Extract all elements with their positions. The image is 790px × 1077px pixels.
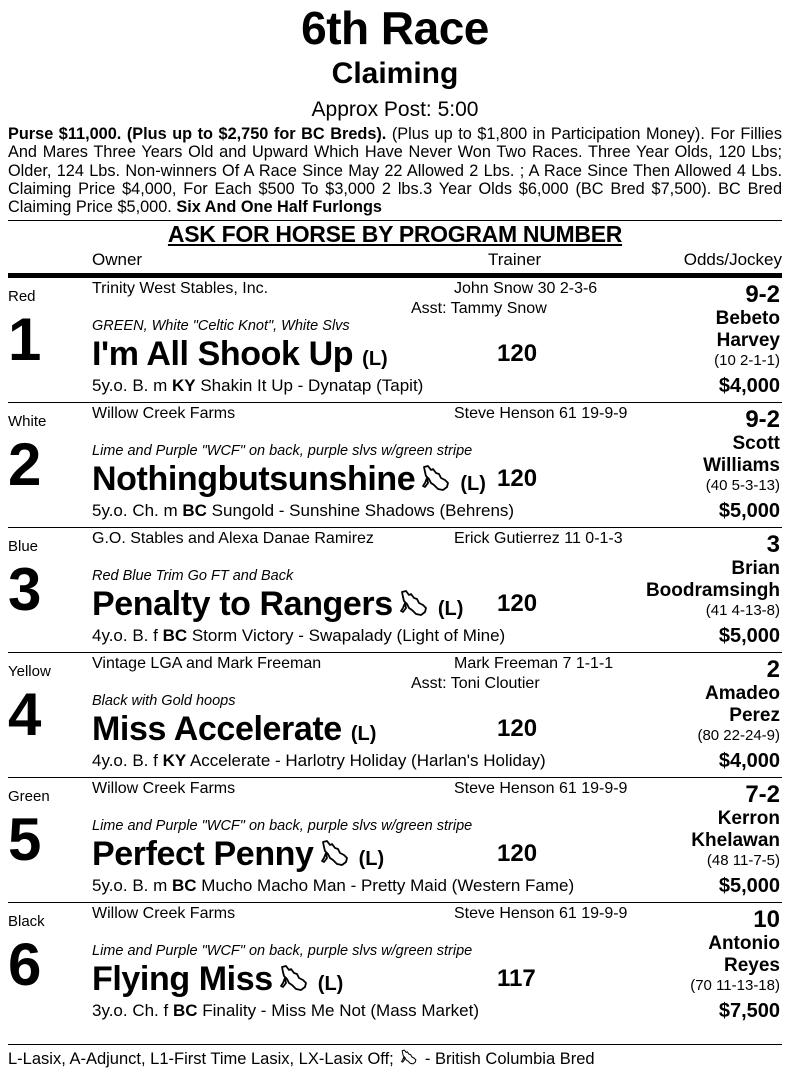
entry-row (8, 653, 782, 778)
saddle-cloth-color: White (8, 413, 47, 431)
morning-line-odds: 9-2 (745, 281, 780, 309)
jockey-record: (48 11-7-5) (706, 852, 780, 870)
owner-name: Vintage LGA and Mark Freeman (92, 655, 322, 673)
british-columbia-map-icon (320, 839, 350, 867)
program-number: 4 (8, 681, 42, 749)
owner-column-header: Owner (92, 250, 143, 270)
legend-text: L-Lasix, A-Adjunct, L1-First Time Lasix, LX-Lasix Off; (8, 1050, 399, 1068)
program-number: 5 (8, 806, 42, 874)
program-number: 2 (8, 431, 42, 499)
jockey-record: (10 2-1-1) (714, 352, 780, 370)
weight: 120 (497, 465, 538, 493)
saddle-cloth-color: Red (8, 288, 36, 306)
medication-code: (L) (460, 473, 486, 496)
odds-jockey-column-header: Odds/Jockey (683, 250, 782, 270)
state-bred: KY (172, 376, 196, 396)
silks-description: Lime and Purple "WCF" on back, purple slvs w/green stripe (92, 443, 473, 460)
jockey-name: Bebeto Harvey (715, 308, 780, 352)
age-sex: 4y.o. B. f (92, 626, 163, 646)
jockey-name: Brian Boodramsingh (645, 558, 780, 602)
entry-row (8, 278, 782, 403)
pedigree: Finality - Miss Me Not (Mass Market) (197, 1001, 479, 1021)
saddle-cloth-color: Blue (8, 538, 39, 556)
claiming-price: $5,000 (718, 500, 780, 523)
ask-banner: ASK FOR HORSE BY PROGRAM NUMBER (8, 220, 782, 247)
breeding-line (92, 376, 423, 396)
morning-line-odds: 7-2 (745, 781, 780, 809)
conditions-text: (Plus up to $1,800 in Participation Money). For Fillies And Mares Three Years Old and Upward Which Have Never Won Two Races. Three Year Olds, 120 Lbs; Older, 124 Lbs. Non-winners Of A Race Since May 22 Allowed 2 Lbs. ; A Race Since Then Allowed 4 Lbs. Claiming Price $4,000, For Each $500 To $3,000 2 lbs.3 Year Olds $6,000 (BC Bred $7,500). BC Bred Claiming Price $5,000. (8, 125, 782, 217)
breeding-line (92, 1001, 479, 1021)
program-number: 1 (8, 306, 42, 374)
trainer-column-header: Trainer (488, 250, 542, 270)
entries-list (0, 278, 790, 1027)
race-type: Claiming (331, 57, 459, 90)
age-sex: 5y.o. B. m (92, 376, 172, 396)
silks-description: Black with Gold hoops (92, 693, 236, 710)
weight: 117 (497, 965, 536, 993)
jockey-name: Amadeo Perez (705, 683, 780, 727)
age-sex: 4y.o. B. f (92, 751, 163, 771)
age-sex: 5y.o. B. m (92, 876, 172, 896)
british-columbia-map-icon (399, 589, 429, 617)
purse-text: Purse $11,000. (Plus up to $2,750 for BC Breds). (8, 125, 387, 143)
morning-line-odds: 2 (766, 656, 780, 684)
column-headers (8, 247, 782, 273)
race-title: 6th Race (301, 2, 489, 54)
claiming-price: $5,000 (718, 625, 780, 648)
footer-legend (8, 1044, 782, 1069)
horse-name-line (92, 459, 486, 504)
weight: 120 (497, 715, 538, 743)
program-number: 3 (8, 556, 42, 624)
state-bred: BC (182, 501, 207, 521)
pedigree: Accelerate - Harlotry Holiday (Harlan's Holiday) (186, 751, 546, 771)
entry-row (8, 528, 782, 653)
owner-name: Trinity West Stables, Inc. (92, 280, 269, 298)
race-header (0, 4, 790, 122)
saddle-cloth-color: Green (8, 788, 50, 806)
horse-name-line (92, 334, 388, 379)
post-time: Approx Post: 5:00 (311, 98, 479, 121)
state-bred: KY (162, 751, 187, 771)
british-columbia-map-icon (400, 1049, 418, 1065)
medication-code: (L) (350, 723, 377, 746)
horse-name-line (92, 834, 384, 879)
breeding-line (92, 876, 574, 896)
claiming-price: $4,000 (718, 375, 780, 398)
trainer-name: Erick Gutierrez 11 0-1-3 (454, 530, 623, 548)
program-number: 6 (8, 931, 42, 999)
breeding-line (92, 626, 505, 646)
breeding-line (92, 501, 514, 521)
morning-line-odds: 9-2 (745, 406, 780, 434)
medication-code: (L) (358, 848, 385, 871)
assistant-trainer: Asst: Tammy Snow (411, 300, 547, 318)
morning-line-odds: 3 (766, 531, 780, 559)
claiming-price: $5,000 (718, 875, 780, 898)
age-sex: 3y.o. Ch. f (92, 1001, 173, 1021)
jockey-record: (70 11-13-18) (690, 977, 780, 995)
weight: 120 (497, 340, 538, 368)
british-columbia-map-icon (279, 964, 309, 992)
jockey-name: Kerron Khelawan (691, 808, 780, 852)
trainer-name: Steve Henson 61 19-9-9 (454, 405, 628, 423)
jockey-name: Scott Williams (703, 433, 780, 477)
race-conditions (8, 125, 782, 216)
entry-row (8, 403, 782, 528)
horse-name: Nothingbutsunshine (92, 460, 416, 499)
owner-name: Willow Creek Farms (92, 905, 236, 923)
morning-line-odds: 10 (753, 906, 780, 934)
saddle-cloth-color: Black (8, 913, 45, 931)
silks-description: Red Blue Trim Go FT and Back (92, 568, 294, 585)
state-bred: BC (162, 626, 188, 646)
age-sex: 5y.o. Ch. m (92, 501, 183, 521)
pedigree: Shakin It Up - Dynatap (Tapit) (195, 376, 424, 396)
british-columbia-map-icon (421, 464, 451, 492)
horse-name: Perfect Penny (92, 835, 314, 874)
weight: 120 (497, 590, 538, 618)
medication-code: (L) (362, 348, 388, 371)
claiming-price: $4,000 (718, 750, 780, 773)
medication-code: (L) (437, 598, 464, 621)
horse-name: Penalty to Rangers (92, 585, 393, 624)
jockey-record: (41 4-13-8) (705, 602, 780, 620)
trainer-name: Mark Freeman 7 1-1-1 (454, 655, 614, 673)
jockey-record: (80 22-24-9) (697, 727, 780, 745)
claiming-price: $7,500 (718, 1000, 780, 1023)
trainer-name: John Snow 30 2-3-6 (454, 280, 598, 298)
horse-name: Flying Miss (92, 960, 273, 999)
owner-name: Willow Creek Farms (92, 780, 236, 798)
horse-name: Miss Accelerate (92, 710, 342, 749)
state-bred: BC (172, 876, 197, 896)
saddle-cloth-color: Yellow (8, 663, 51, 681)
silks-description: Lime and Purple "WCF" on back, purple slvs w/green stripe (92, 943, 473, 960)
bc-bred-label: - British Columbia Bred (420, 1050, 595, 1068)
assistant-trainer: Asst: Toni Cloutier (411, 675, 540, 693)
medication-code: (L) (317, 973, 344, 996)
breeding-line (92, 751, 546, 771)
horse-name-line (92, 959, 343, 1004)
silks-description: GREEN, White "Celtic Knot", White Slvs (92, 318, 350, 335)
horse-name-line (92, 709, 376, 754)
jockey-record: (40 5-3-13) (705, 477, 780, 495)
owner-name: Willow Creek Farms (92, 405, 236, 423)
trainer-name: Steve Henson 61 19-9-9 (454, 905, 628, 923)
trainer-name: Steve Henson 61 19-9-9 (454, 780, 628, 798)
weight: 120 (497, 840, 538, 868)
entry-row (8, 903, 782, 1027)
horse-name-line (92, 584, 463, 629)
silks-description: Lime and Purple "WCF" on back, purple slvs w/green stripe (92, 818, 473, 835)
jockey-name: Antonio Reyes (708, 933, 780, 977)
pedigree: Mucho Macho Man - Pretty Maid (Western Fame) (196, 876, 575, 896)
pedigree: Sungold - Sunshine Shadows (Behrens) (206, 501, 515, 521)
owner-name: G.O. Stables and Alexa Danae Ramirez (92, 530, 374, 548)
pedigree: Storm Victory - Swapalady (Light of Mine) (187, 626, 506, 646)
distance-text: Six And One Half Furlongs (176, 198, 382, 217)
horse-name: I'm All Shook Up (92, 335, 354, 374)
state-bred: BC (172, 1001, 198, 1021)
entry-row (8, 778, 782, 903)
